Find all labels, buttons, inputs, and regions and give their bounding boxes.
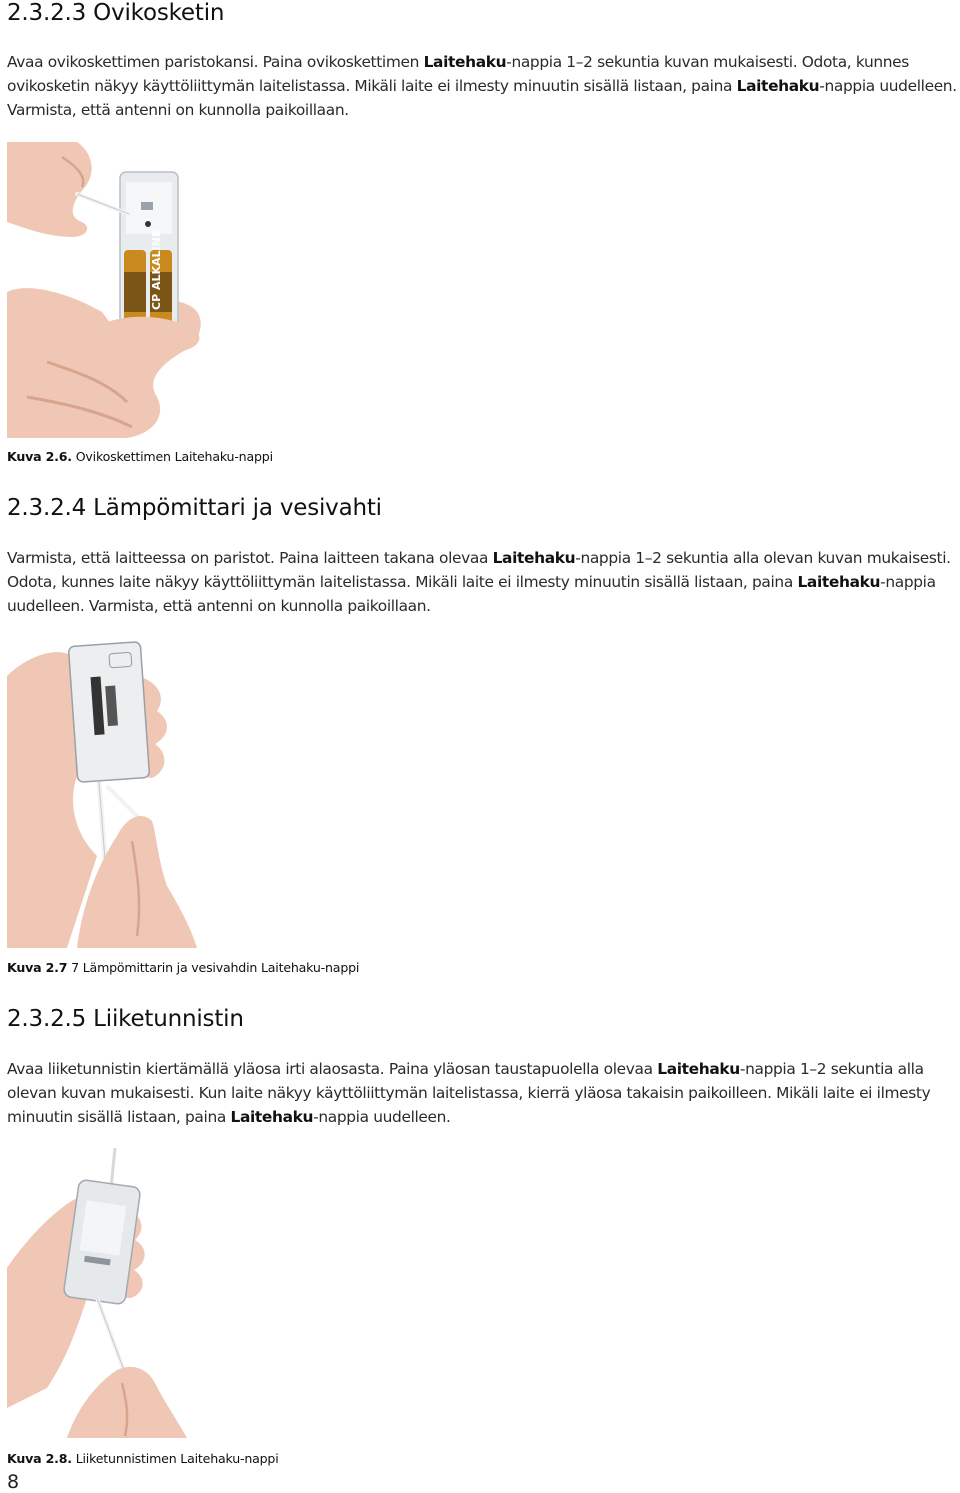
caption-label: Kuva 2.7 bbox=[7, 960, 68, 975]
text-run: Avaa liiketunnistin kiertämällä yläosa irti alaosasta. Paina yläosan taustapuolella olevaa bbox=[7, 1060, 658, 1078]
figure-caption-2-6 bbox=[7, 449, 273, 464]
caption-label: Kuva 2.6. bbox=[7, 449, 72, 464]
figure-caption-2-8 bbox=[7, 1451, 279, 1466]
text-run: -nappia uudelleen. Varmista, että antenni on kunnolla paikoillaan. bbox=[7, 77, 957, 119]
text-run: Avaa ovikoskettimen paristokansi. Paina ovikoskettimen bbox=[7, 53, 424, 71]
bold-term: Laitehaku bbox=[230, 1108, 314, 1126]
figure-motion-sensor bbox=[7, 1148, 197, 1438]
caption-text: Liiketunnistimen Laitehaku-nappi bbox=[71, 1451, 279, 1466]
text-run: -nappia 1–2 sekuntia alla olevan kuvan mukaisesti. Odota, kunnes laite näkyy käyttöliittymän laitelistassa. Mikäli laite ei ilmesty minuutin sisällä listaan, paina bbox=[7, 549, 951, 591]
section-paragraph-liiketunnistin bbox=[7, 1057, 957, 1129]
caption-text: Ovikoskettimen Laitehaku-nappi bbox=[71, 449, 273, 464]
section-paragraph-lampomittari bbox=[7, 546, 957, 618]
bold-term: Laitehaku bbox=[797, 573, 881, 591]
text-run: -nappia uudelleen. bbox=[313, 1108, 451, 1126]
text-run: -nappia uudelleen. Varmista, että antenni on kunnolla paikoillaan. bbox=[7, 573, 936, 615]
motion-sensor-photo bbox=[7, 1148, 197, 1438]
bold-term: Laitehaku bbox=[736, 77, 820, 95]
section-heading-lampomittari: 2.3.2.4 Lämpömittari ja vesivahti bbox=[7, 495, 382, 521]
caption-text: 7 Lämpömittarin ja vesivahdin Laitehaku-nappi bbox=[67, 960, 360, 975]
figure-door-contact bbox=[7, 142, 207, 438]
bold-term: Laitehaku bbox=[423, 53, 507, 71]
caption-label: Kuva 2.8. bbox=[7, 1451, 72, 1466]
section-heading-liiketunnistin: 2.3.2.5 Liiketunnistin bbox=[7, 1006, 244, 1032]
page-number: 8 bbox=[7, 1471, 20, 1493]
figure-thermometer bbox=[7, 636, 202, 948]
section-paragraph-ovikosketin bbox=[7, 50, 957, 122]
text-run: Varmista, että laitteessa on paristot. Paina laitteen takana olevaa bbox=[7, 549, 493, 567]
thermometer-photo bbox=[7, 636, 202, 948]
door-contact-photo bbox=[7, 142, 207, 438]
figure-caption-2-7 bbox=[7, 960, 359, 975]
text-run: -nappia 1–2 sekuntia alla olevan kuvan mukaisesti. Kun laite näkyy käyttöliittymän laitelistassa, kierrä yläosa takaisin paikoilleen. Mikäli laite ei ilmesty minuutin sisällä listaan, paina bbox=[7, 1060, 931, 1126]
section-heading-ovikosketin: 2.3.2.3 Ovikosketin bbox=[7, 0, 225, 26]
text-run: -nappia 1–2 sekuntia kuvan mukaisesti. Odota, kunnes ovikosketin näkyy käyttöliittymän laitelistassa. Mikäli laite ei ilmesty minuutin sisällä listaan, paina bbox=[7, 53, 909, 95]
bold-term: Laitehaku bbox=[492, 549, 576, 567]
bold-term: Laitehaku bbox=[657, 1060, 740, 1078]
battery-label: CP ALKALINE bbox=[150, 229, 163, 310]
